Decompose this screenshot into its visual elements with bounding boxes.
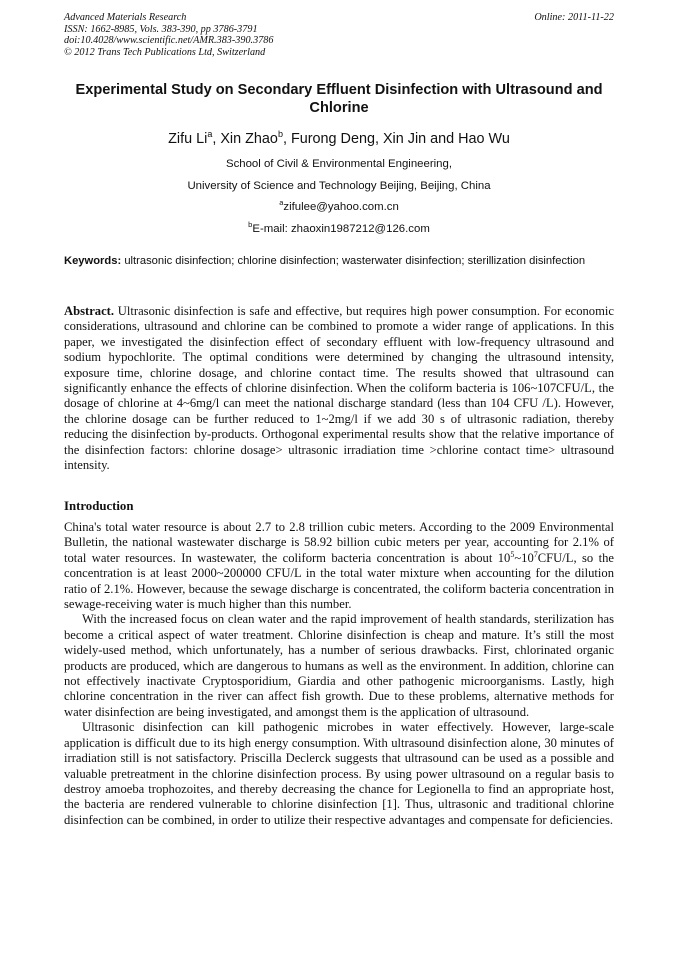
issn-line: ISSN: 1662-8985, Vols. 383-390, pp 3786-3791: [64, 23, 258, 35]
email-b-text: E-mail: zhaoxin1987212@126.com: [252, 223, 430, 235]
copyright-line: © 2012 Trans Tech Publications Ltd, Switzerland: [64, 46, 266, 58]
paper-title: Experimental Study on Secondary Effluent Disinfection with Ultrasound and Chlorine: [75, 82, 603, 116]
exponent: 5: [510, 549, 515, 559]
journal-name: Advanced Materials Research: [64, 12, 187, 23]
intro-p1-text: China's total water resource is about 2.7 to 2.8 trillion cubic meters. According to the 2009 Environmental Bulletin, the national wastewater discharge is 58.92 billion cubic meters per year, accounting for 2.1% of total water resources. In wastewater, the coliform bacteria concentration is about 10: [64, 520, 614, 565]
intro-paragraph-3: Ultrasonic disinfection can kill pathogenic microbes in water effectively. However, large-scale application is difficult due to its high energy consumption. With ultrasound disinfection alone, 30 minutes of irradiation still is not satisfactory. Priscilla Declerck suggests that ultrasound can be used as a possible and valuable pretreatment in the chlorine disinfection process. By using power ultrasound on a regular basis to destroy amoeba trophozoites, and thereby decreasing the chance for Legionella to find an appropriate host, the bacteria are rendered vulnerable to chlorine disinfection [1]. Thus, ultrasonic and traditional chlorine disinfection can be combined, in order to utilize their respective advantages and compensate for deficiencies.: [64, 720, 614, 827]
author-name: Zifu Li: [168, 131, 208, 147]
keywords: [64, 254, 614, 268]
section-heading-introduction: Introduction: [64, 499, 134, 513]
author-sup: b: [277, 129, 283, 140]
affiliation-school: School of Civil & Environmental Engineering,: [225, 158, 453, 170]
keywords-label: Keywords:: [64, 255, 122, 267]
abstract: [64, 304, 614, 473]
author-line: Zifu Li$^a$, Xin Zhao$^b$, Furong Deng, Xin Jin and Hao Wu: [168, 129, 510, 147]
email-sup: a: [279, 198, 284, 208]
email-a-text: zifulee@yahoo.com.cn: [283, 201, 399, 213]
exponent: 7: [533, 549, 538, 559]
journal-header: [64, 12, 614, 58]
author-sup: a: [207, 129, 213, 140]
abstract-label: Abstract.: [64, 304, 115, 318]
intro-p1-text: CFU/L, so the concentration is at least 2000~200000 CFU/L in the total water mixture when accounting for the dilution ratio of 2.1%. However, because the sewage discharge is concentrated, the coliform bacteria concentration in sewage-receiving water is much higher than this number.: [64, 550, 614, 612]
introduction-body: [64, 520, 614, 828]
doi-line: doi:10.4028/www.scientific.net/AMR.383-390.3786: [64, 35, 274, 47]
email-b: [64, 222, 614, 236]
author-names: Furong Deng, Xin Jin and Hao Wu: [290, 131, 510, 147]
keywords-text: ultrasonic disinfection; chlorine disinfection; wasterwater disinfection; sterillization disinfection: [124, 255, 586, 267]
affiliation-university: University of Science and Technology Beijing, Beijing, China: [187, 180, 491, 192]
intro-paragraph-1: [64, 520, 614, 612]
email-a: [64, 200, 614, 214]
intro-paragraph-2: With the increased focus on clean water and the rapid improvement of health standards, sterilization has become a critical aspect of water treatment. Chlorine disinfection is cheap and mature. It’s still the most widely-used method, which unfortunately, has a number of serious drawbacks. First, chlorinated organic products are produced, which are dangerous to humans as well as the environment. In addition, chlorine can not effectively inactivate Cryptosporidium, Giardia and other pathogenic microorganisms. Lastly, high chlorine concentration in the river can affect fish growth. Due to these problems, alternative methods for water disinfection are being investigated, and amongst them is the application of ultrasound.: [64, 612, 614, 719]
email-sup: b: [248, 220, 253, 230]
intro-p1-text: ~10: [514, 550, 534, 565]
abstract-text: Ultrasonic disinfection is safe and effective, but requires high power consumption. For economic considerations, ultrasound and chlorine can be combined to promote a wider range of applications. In this paper, we investigated the disinfection effect of secondary effluent with low-frequency ultrasound and sodium hypochlorite. The optimal conditions were determined by changing the ultrasound intensity, exposure time, chlorine dosage, and chlorine contact time. The results showed that ultrasound can significantly enhance the effects of chlorine disinfection. When the coliform bacteria is 106~107CFU/L, the dosage of chlorine at 4~6mg/l can meet the national discharge standard (less than 104 CFU /L). However, the chlorine dosage can be further reduced to 1~2mg/l if we add 30 s of ultrasonic radiation, thereby reducing the disinfection by-products. Orthogonal experimental results show that the relative importance of the disinfection factors: chlorine dosage> ultrasonic irradiation time >chlorine contact time> ultrasound intensity.: [64, 304, 614, 473]
online-date: Online: 2011-11-22: [534, 12, 614, 23]
author-name: Xin Zhao: [220, 131, 278, 147]
